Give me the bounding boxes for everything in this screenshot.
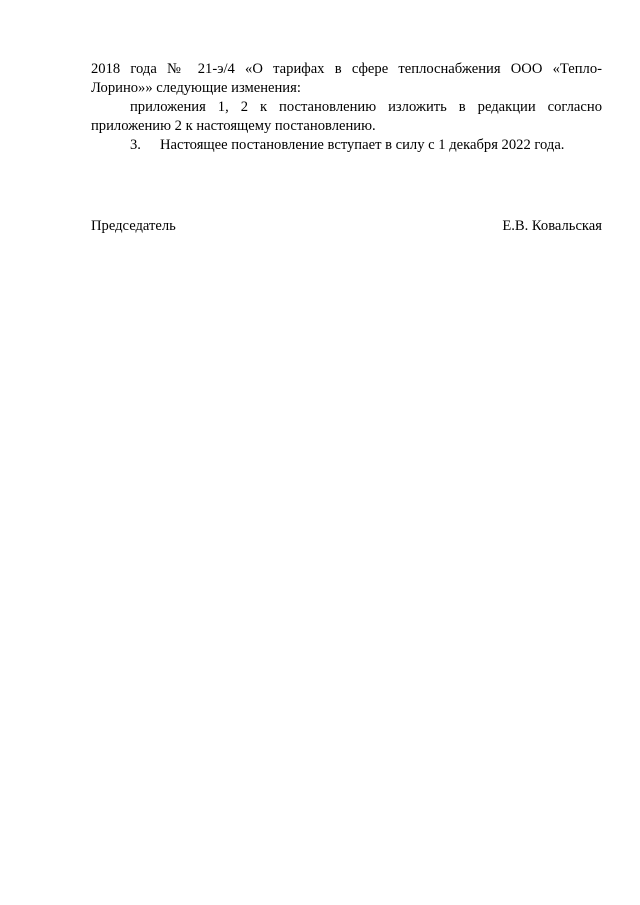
list-item [91,136,602,155]
document-body [91,60,602,155]
list-item-text: Настоящее постановление вступает в силу с 1 декабря 2022 года. [160,137,565,153]
list-item-number: 3. [130,137,141,153]
paragraph-line: приложения 1, 2 к постановлению изложить в редакции согласно [130,99,602,115]
signatory-title: Председатель [91,218,176,234]
paragraph-line: приложению 2 к настоящему постановлению. [91,118,376,134]
signatory-name: Е.В. Ковальская [502,218,602,234]
paragraph-line: Лорино»» следующие изменения: [91,80,301,96]
paragraph-line: 2018 года № 21-э/4 «О тарифах в сфере теплоснабжения ООО «Тепло- [91,61,602,77]
signature-block [91,217,602,236]
